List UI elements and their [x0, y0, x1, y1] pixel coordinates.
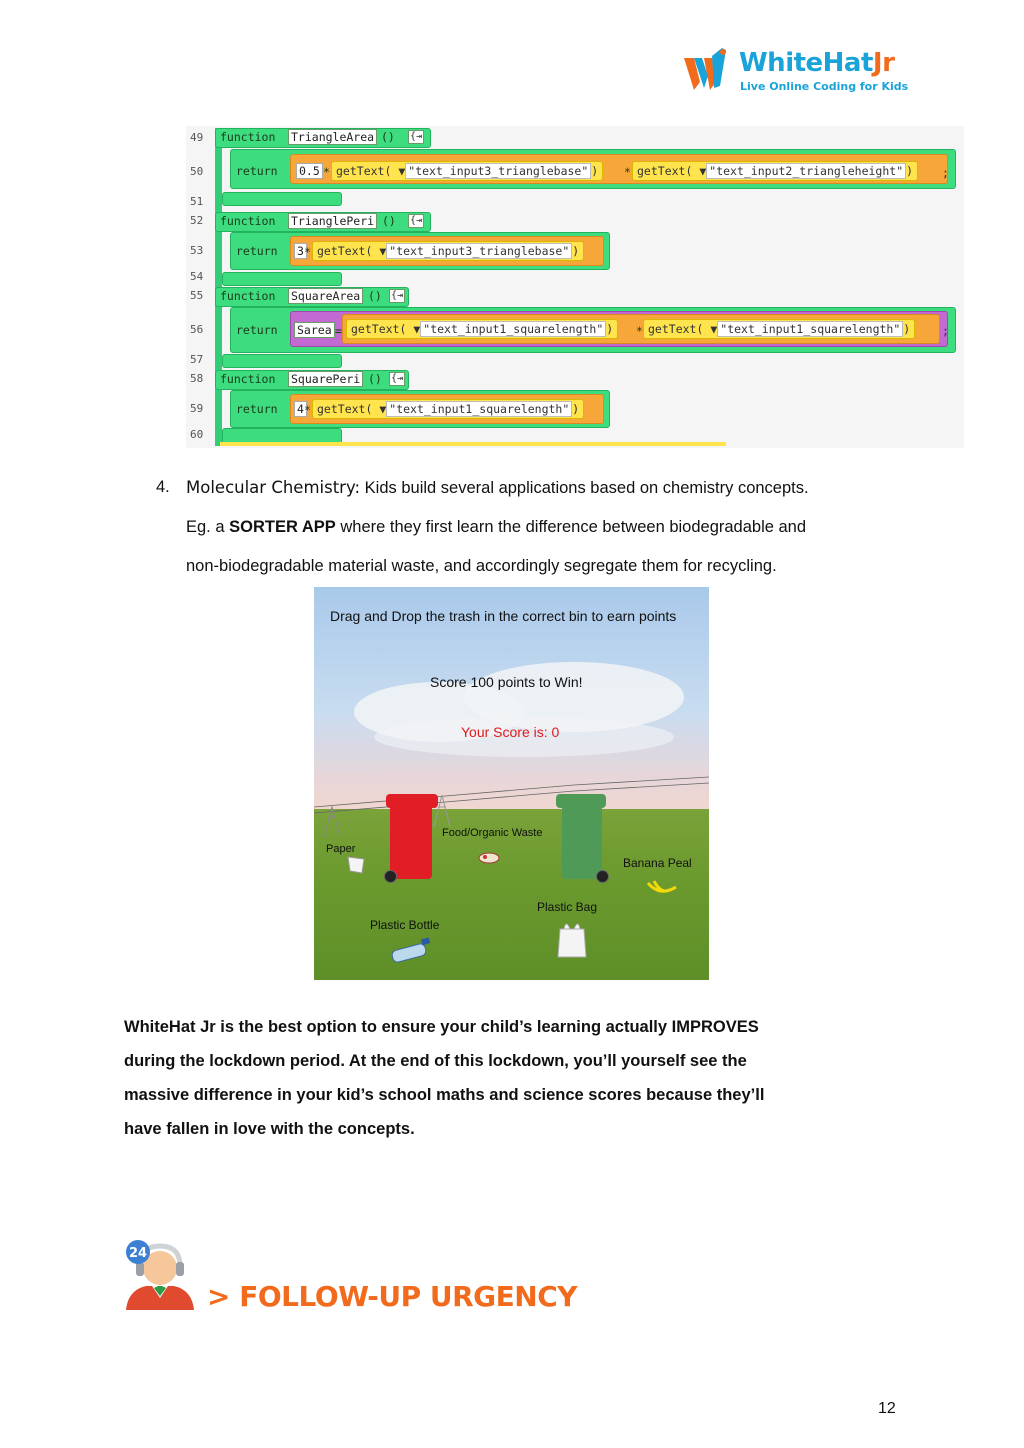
paper-trash-icon[interactable] — [344, 853, 368, 877]
brace-icon: {⇥ — [390, 373, 404, 384]
operator: * — [304, 403, 311, 417]
function-name: SquareArea — [288, 288, 363, 304]
line-number: 58 — [190, 372, 204, 385]
block-end — [222, 354, 342, 368]
line-number-gutter — [186, 126, 216, 448]
logo-tagline: Live Online Coding for Kids — [740, 80, 909, 93]
variable-name: Sarea — [294, 322, 335, 338]
keyword-function: function — [220, 372, 276, 386]
plastic-bottle-icon[interactable] — [386, 937, 436, 967]
line-number: 59 — [190, 402, 204, 415]
line-number: 56 — [190, 323, 204, 336]
function-name: TrianglePeri — [288, 213, 377, 229]
line-number: 52 — [190, 214, 204, 227]
page-number: 12 — [878, 1400, 896, 1417]
gettext-block: getText( ▼ "text_input1_squarelength" ) — [312, 399, 584, 419]
food-waste-icon[interactable] — [476, 847, 502, 869]
operator: * — [323, 165, 330, 179]
keyword-function: function — [220, 214, 276, 228]
keyword-function: function — [220, 289, 276, 303]
label-paper: Paper — [326, 843, 356, 855]
block-end — [222, 192, 342, 206]
keyword-return: return — [236, 164, 278, 178]
line-number: 50 — [190, 165, 204, 178]
green-bin[interactable] — [562, 806, 602, 879]
function-name: TriangleArea — [288, 129, 377, 145]
red-bin[interactable] — [390, 806, 432, 879]
number-literal: 0.5 — [296, 163, 323, 179]
lockdown-paragraph: WhiteHat Jr is the best option to ensure your child’s learning actually IMPROVES during the lockdown period. At the end of this lockdown, you’ll yourself see the massive difference in your kid’s school maths and science scores because they’ll have fallen in love with the concepts. — [124, 1018, 765, 1138]
brace-icon: {⇥ — [409, 131, 423, 142]
badge-24: 24 — [128, 1246, 148, 1261]
function-name: SquarePeri — [288, 371, 363, 387]
parens: () — [368, 372, 382, 386]
code-blocks-image — [186, 126, 964, 448]
label-food-waste: Food/Organic Waste — [442, 827, 543, 839]
keyword-function: function — [220, 130, 276, 144]
bin-wheel — [596, 870, 609, 883]
keyword-return: return — [236, 244, 278, 258]
parens: () — [381, 130, 395, 144]
gettext-block: getText( ▼ "text_input3_trianglebase" ) — [331, 161, 603, 181]
sorter-app-screenshot — [314, 587, 709, 980]
game-goal: Score 100 points to Win! — [430, 674, 583, 690]
number-literal: 4 — [294, 401, 307, 417]
brace-icon: {⇥ — [409, 215, 423, 226]
gettext-block: getText( ▼ "text_input3_trianglebase" ) — [312, 241, 584, 261]
whitehat-w-rocket-icon — [682, 46, 732, 94]
line-number: 51 — [190, 195, 204, 208]
semicolon: ; — [942, 166, 949, 180]
whitehat-jr-logo — [682, 40, 909, 96]
gettext-block: getText( ▼ "text_input1_squarelength" ) — [643, 319, 915, 339]
block-end — [222, 272, 342, 286]
section-heading: > FOLLOW-UP URGENCY — [207, 1280, 578, 1313]
plastic-bag-icon[interactable] — [554, 917, 590, 961]
sorter-app-bold: SORTER APP — [229, 518, 336, 536]
gettext-block: getText( ▼ "text_input1_squarelength" ) — [346, 319, 618, 339]
operator: = — [335, 324, 342, 338]
highlight-underline — [220, 442, 726, 446]
label-banana-peel: Banana Peal — [623, 856, 692, 870]
parens: () — [382, 214, 396, 228]
operator: * — [624, 165, 631, 179]
line-number: 54 — [190, 270, 204, 283]
game-instruction: Drag and Drop the trash in the correct bin to earn points — [330, 608, 677, 624]
keyword-return: return — [236, 323, 278, 337]
gettext-block: getText( ▼ "text_input2_triangleheight" ) — [632, 161, 918, 181]
line-number: 55 — [190, 289, 204, 302]
game-score: Your Score is: 0 — [461, 724, 560, 740]
bin-wheel — [384, 870, 397, 883]
line-number: 57 — [190, 353, 204, 366]
support-agent-24-icon — [124, 1238, 198, 1312]
line-number: 53 — [190, 244, 204, 257]
list-number: 4. — [156, 478, 170, 496]
parens: () — [368, 289, 382, 303]
label-plastic-bottle: Plastic Bottle — [370, 918, 440, 932]
line-number: 49 — [190, 131, 204, 144]
number-literal: 3 — [294, 243, 307, 259]
list-title: Molecular Chemistry: — [186, 478, 361, 497]
operator: * — [304, 245, 311, 259]
logo-brand: WhiteHatJr — [739, 48, 895, 78]
keyword-return: return — [236, 402, 278, 416]
label-plastic-bag: Plastic Bag — [537, 900, 598, 914]
banana-peel-icon[interactable] — [646, 877, 680, 899]
list-text: Molecular Chemistry: Kids build several applications based on chemistry concepts. Eg. a SORTER APP where they first learn the difference between biodegradable and non-biodegradable material waste, and accordingly segregate them for recycling. — [186, 478, 809, 575]
operator: * — [636, 324, 643, 338]
brace-icon: {⇥ — [390, 290, 404, 301]
line-number: 60 — [190, 428, 204, 441]
semicolon: ; — [942, 324, 949, 338]
